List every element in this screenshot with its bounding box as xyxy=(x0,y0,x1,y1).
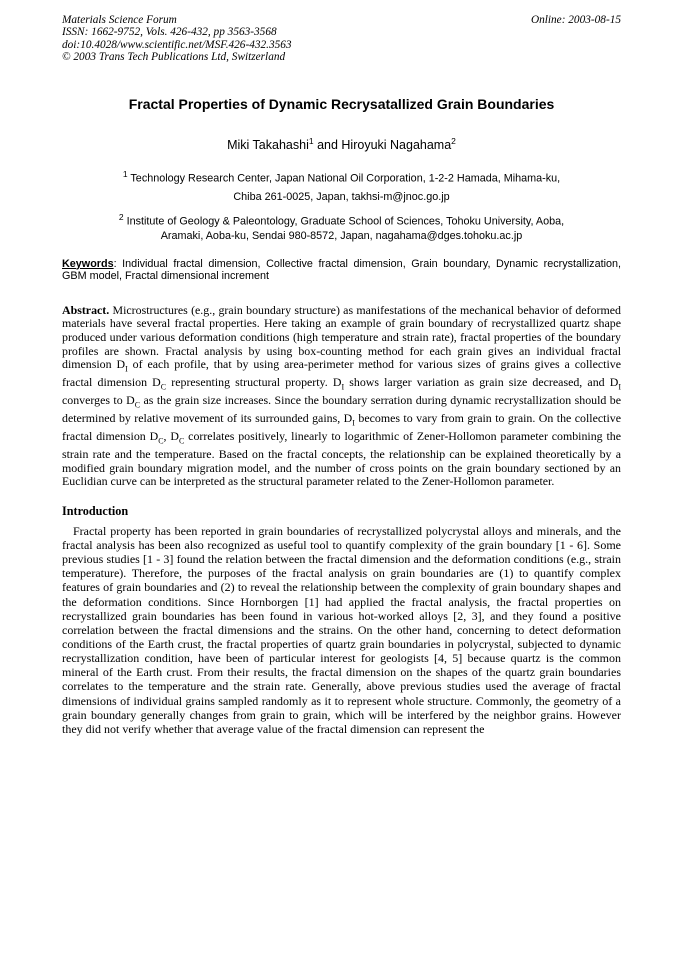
keywords-text: : Individual fractal dimension, Collective fractal dimension, Grain boundary, Dynamic recrystallization, GBM model, Fractal dimensional increment xyxy=(62,257,621,283)
abstract-label: Abstract. xyxy=(62,302,110,317)
affiliation-2: $^2$ Institute of Geology & Paleontology, Graduate School of Sciences, Tohoku University, Aoba, Aramaki, Aoba-ku, Sendai 980-8572, Japan, nagahama@dges.tohoku.ac.jp xyxy=(118,211,565,242)
abstract-paragraph xyxy=(62,304,621,489)
abstract-text: Microstructures (e.g., grain boundary structure) as manifestations of the mechanical behavior of deformed materials have several fractal properties. Here taking an example of grain boundary of recrystallized quartz shape produced under various deformation conditions (high temperature and strain rate), fractal properties of the boundary profiles are shown. Fractal analysis by using box-counting method for each grain gives an individual fractal dimension $D_I$ of each profile, that by using area-perimeter method for various sizes of grains gives a collective fractal dimension $D_C$ representing structural property. $D_I$ shows larger variation as grain size decreased, and $D_I$ converges to $D_C$ as the grain size increases. Since the boundary serration during dynamic recrystallization should be determined by relative movement of its surrounded gains, $D_I$ becomes to vary from grain to grain. On the collective fractal dimension $D_C$, $D_C$ correlates positively, linearly to logarithmic of Zener-Hollomon parameter combining the strain rate and the temperature. Based on the fractal concepts, the relationship can be explained theoretically by a modified grain boundary migration model, and the number of cross points on the grain boundary sectioned by an Euclidian curve can be interpreted as the structural parameter related to the Zener-Hollomon parameter. xyxy=(62,302,622,489)
journal-name: Materials Science Forum xyxy=(62,14,177,26)
doi-line: doi:10.4028/www.scientific.net/MSF.426-432.3563 xyxy=(62,38,292,51)
journal-header xyxy=(62,14,621,63)
copyright-line: © 2003 Trans Tech Publications Ltd, Switzerland xyxy=(62,50,286,63)
keywords-label: Keywords xyxy=(62,257,114,270)
affiliation-1: $^1$ Technology Research Center, Japan National Oil Corporation, 1-2-2 Hamada, Mihama-ku, Chiba 261-0025, Japan, takhsi-m@jnoc.go.jp xyxy=(122,169,561,203)
section-heading-introduction: Introduction xyxy=(62,503,129,518)
authors-line: Miki Takahashi$^1$ and Hiroyuki Nagahama$^2$ xyxy=(227,136,456,153)
introduction-paragraph: Fractal property has been reported in grain boundaries of recrystallized polycrystal alloys and minerals, and the fractal analysis has been also recognized as useful tool to quantify complexity of the grain boundary [1 - 6]. Some previous studies [1 - 3] found the relation between the fractal dimension and the deformation conditions (e.g., strain temperature). Therefore, the purposes of the fractal analysis on grain boundaries are (1) to quantify complex features of grain boundaries and (2) to reveal the relationship between the complexity of grain boundary shapes and the deformation conditions. Since Hornborgen [1] had applied the fractal analysis, the fractal properties on recrystallized grain boundaries has been found in various hot-worked alloys [2, 3], and they found a positive correlation between the fractal dimensions and the strains. On the other hand, concerning to detect deformation conditions of the Earth crust, the fractal properties of quartz grain boundaries in polycrystal, subjected to dynamic recrystallization condition, have been of particular interest for geologists [4, 5] because quartz is the common mineral of the Earth crust. From their results, the fractal dimension on the shapes of the quartz grain boundaries correlates to the temperature and the strain rate. Generally, above previous studies used the average of fractal dimensions of individual grains sampled randomly as it to represent whole structure. Commonly, the geometry of a grain boundary generally changes from grain to grain, which will be interfered by the neighbor grains. However they did not verify whether that average value of the fractal dimension can represent the xyxy=(62,523,621,736)
affiliations xyxy=(62,165,621,242)
online-date: Online: 2003-08-15 xyxy=(530,14,621,26)
paper-title: Fractal Properties of Dynamic Recrysatallized Grain Boundaries xyxy=(128,96,555,113)
keywords-paragraph xyxy=(62,258,621,283)
issn-line: ISSN: 1662-9752, Vols. 426-432, pp 3563-3568 xyxy=(62,26,277,39)
journal-header-left xyxy=(62,14,292,63)
